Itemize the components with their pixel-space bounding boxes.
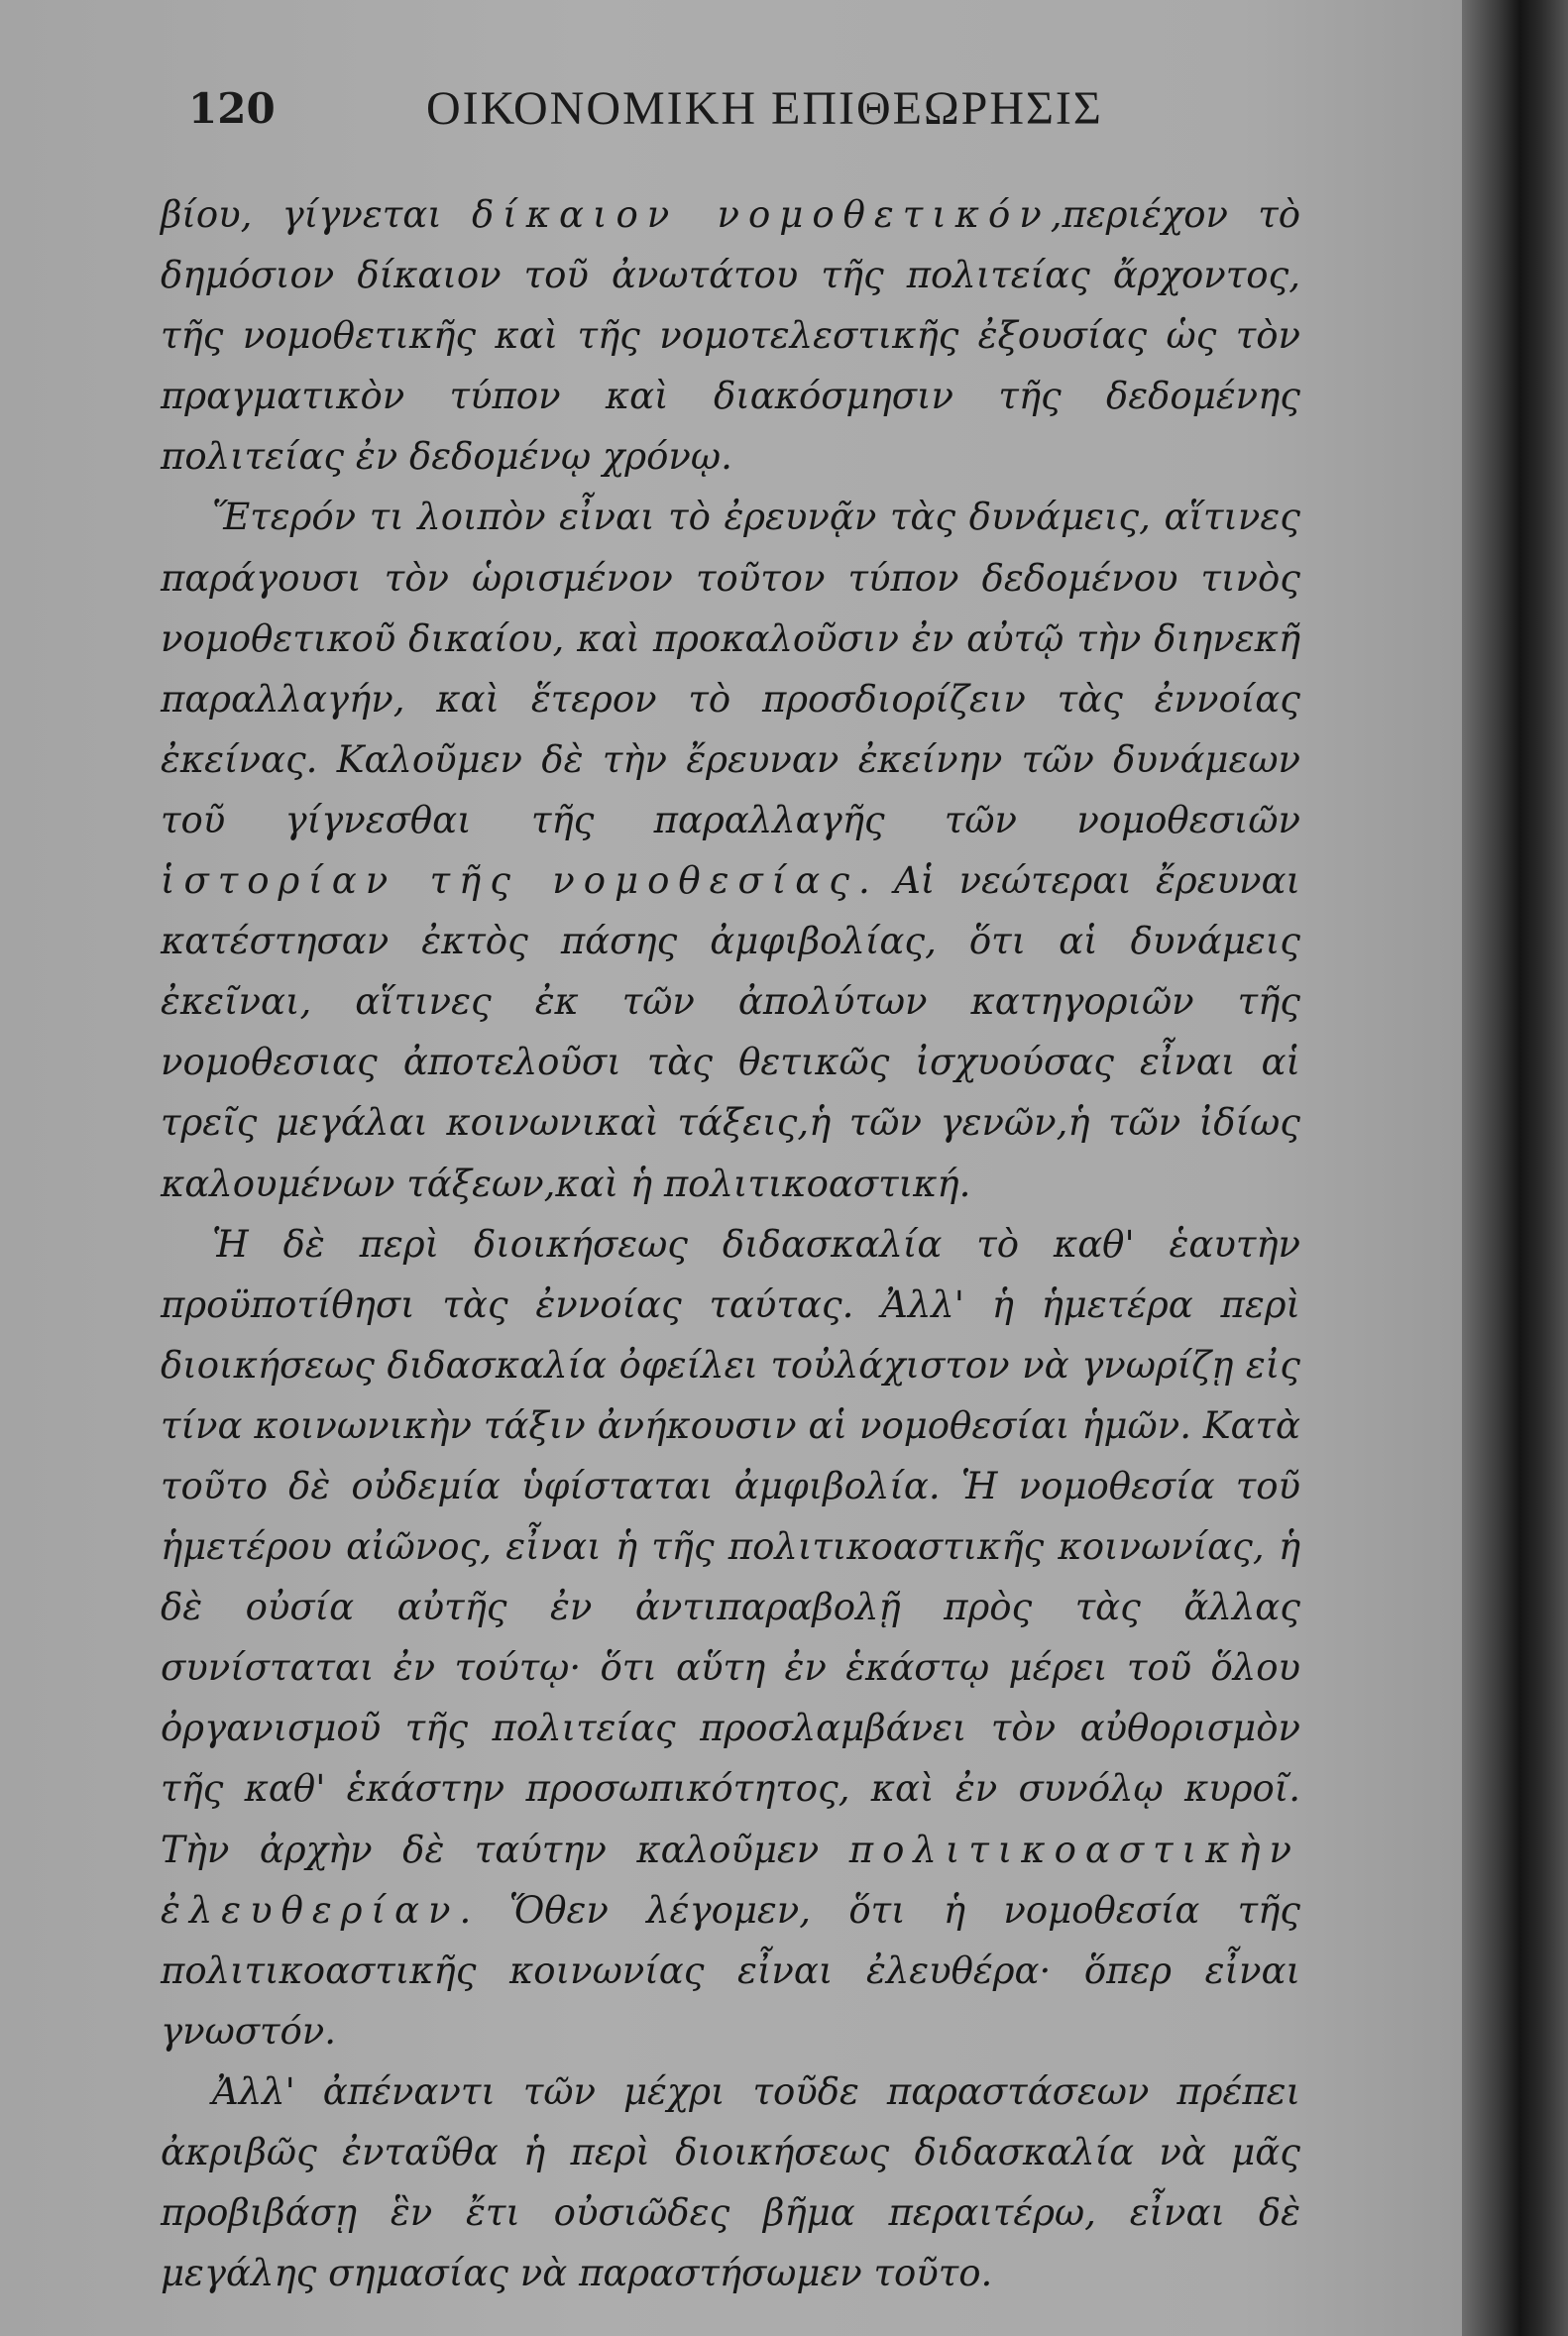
text-segment: Ἕτερόν τι λοιπὸν εἶναι τὸ ἐρευνᾷν τὰς δυνάμεις, αἵτινες παράγουσι τὸν ὡρισμένον τοῦτον τύπον δεδομένου τινὸς νομοθετικοῦ δικαίου, καὶ προκαλοῦσιν ἐν αὐτῷ τὴν διηνεκῆ παραλλαγήν, καὶ ἕτερον τὸ προσδιορίζειν τὰς ἐννοίας ἐκείνας. Καλοῦμεν δὲ τὴν ἔρευναν ἐκείνην τῶν δυνάμεων τοῦ γίγνεσθαι τῆς παραλλαγῆς τῶν νομοθεσιῶν (161, 496, 1300, 841)
emphasized-term: δίκαιον νομοθετικόν (471, 193, 1051, 236)
paragraph (161, 487, 1300, 1213)
text-segment: . Ὅθεν λέγομεν, ὅτι ἡ νομοθεσία τῆς πολιτικοαστικῆς κοινωνίας εἶναι ἐλευθέρα· ὅπερ εἶναι γνωστόν. (161, 1888, 1300, 2053)
page-number: 120 (188, 84, 276, 133)
running-title: ΟΙΚΟΝΟΜΙΚΗ ΕΠΙΘΕΩΡΗΣΙΣ (426, 82, 1103, 135)
emphasized-term: πολιτικοαστικὴν ἐλευθερίαν (161, 1828, 1300, 1932)
text-segment: Ἀλλ' ἀπέναντι τῶν μέχρι τοῦδε παραστάσεων πρέπει ἀκριβῶς ἐνταῦθα ἡ περὶ διοικήσεως διδασκαλία νὰ μᾶς προβιβάσῃ ἓν ἔτι οὐσιῶδες βῆμα περαιτέρω, εἶναι δὲ μεγάλης σημασίας νὰ παραστήσωμεν τοῦτο. (161, 2069, 1300, 2295)
emphasized-term: ἱστορίαν τῆς νομοθεσίας (161, 859, 858, 903)
text-segment: . Αἱ νεώτεραι ἔρευναι κατέστησαν ἐκτὸς πάσης ἀμφιβολίας, ὅτι αἱ δυνάμεις ἐκεῖναι, αἵτινες ἐκ τῶν ἀπολύτων κατηγοριῶν τῆς νομοθεσιας ἀποτελοῦσι τὰς θετικῶς ἰσχυούσας εἶναι αἱ τρεῖς μεγάλαι κοινωνικαὶ τάξεις,ἡ τῶν γενῶν,ἡ τῶν ἰδίως καλουμένων τάξεων,καὶ ἡ πολιτικοαστική. (161, 859, 1300, 1205)
text-segment: Ἡ δὲ περὶ διοικήσεως διδασκαλία τὸ καθ' ἑαυτὴν προϋποτίθησι τὰς ἐννοίας ταύτας. Ἀλλ' ἡ ἡμετέρα περὶ διοικήσεως διδασκαλία ὀφείλει τοὐλάχιστον νὰ γνωρίζῃ εἰς τίνα κοινωνικὴν τάξιν ἀνήκουσιν αἱ νομοθεσίαι ἡμῶν. Κατὰ τοῦτο δὲ οὐδεμία ὑφίσταται ἀμφιβολία. Ἡ νομοθεσία τοῦ ἡμετέρου αἰῶνος, εἶναι ἡ τῆς πολιτικοαστικῆς κοινωνίας, ἡ δὲ οὐσία αὐτῆς ἐν ἀντιπαραβολῇ πρὸς τὰς ἄλλας συνίσταται ἐν τούτῳ· ὅτι αὕτη ἐν ἑκάστῳ μέρει τοῦ ὅλου ὀργανισμοῦ τῆς πολιτείας προσλαμβάνει τὸν αὐθορισμὸν τῆς καθ' ἑκάστην προσωπικότητος, καὶ ἐν συνόλῳ κυροῖ. Τὴν ἀρχὴν δὲ ταύτην καλοῦμεν (161, 1222, 1300, 1871)
text-segment: βίου, γίγνεται (161, 193, 472, 236)
book-gutter-shadow (1462, 0, 1568, 2336)
page-header (188, 79, 1338, 139)
text-segment: ,περιέχον τὸ δημόσιον δίκαιον τοῦ ἀνωτάτου τῆς πολιτείας ἄρχοντος, τῆς νομοθετικῆς καὶ τῆς νομοτελεστικῆς ἐξουσίας ὡς τὸν πραγματικὸν τύπον καὶ διακόσμησιν τῆς δεδομένης πολιτείας ἐν δεδομένῳ χρόνῳ. (161, 193, 1300, 479)
paragraph (161, 1214, 1300, 2061)
paragraph (161, 2061, 1300, 2303)
paragraph (161, 184, 1300, 487)
body-text (161, 184, 1300, 2303)
